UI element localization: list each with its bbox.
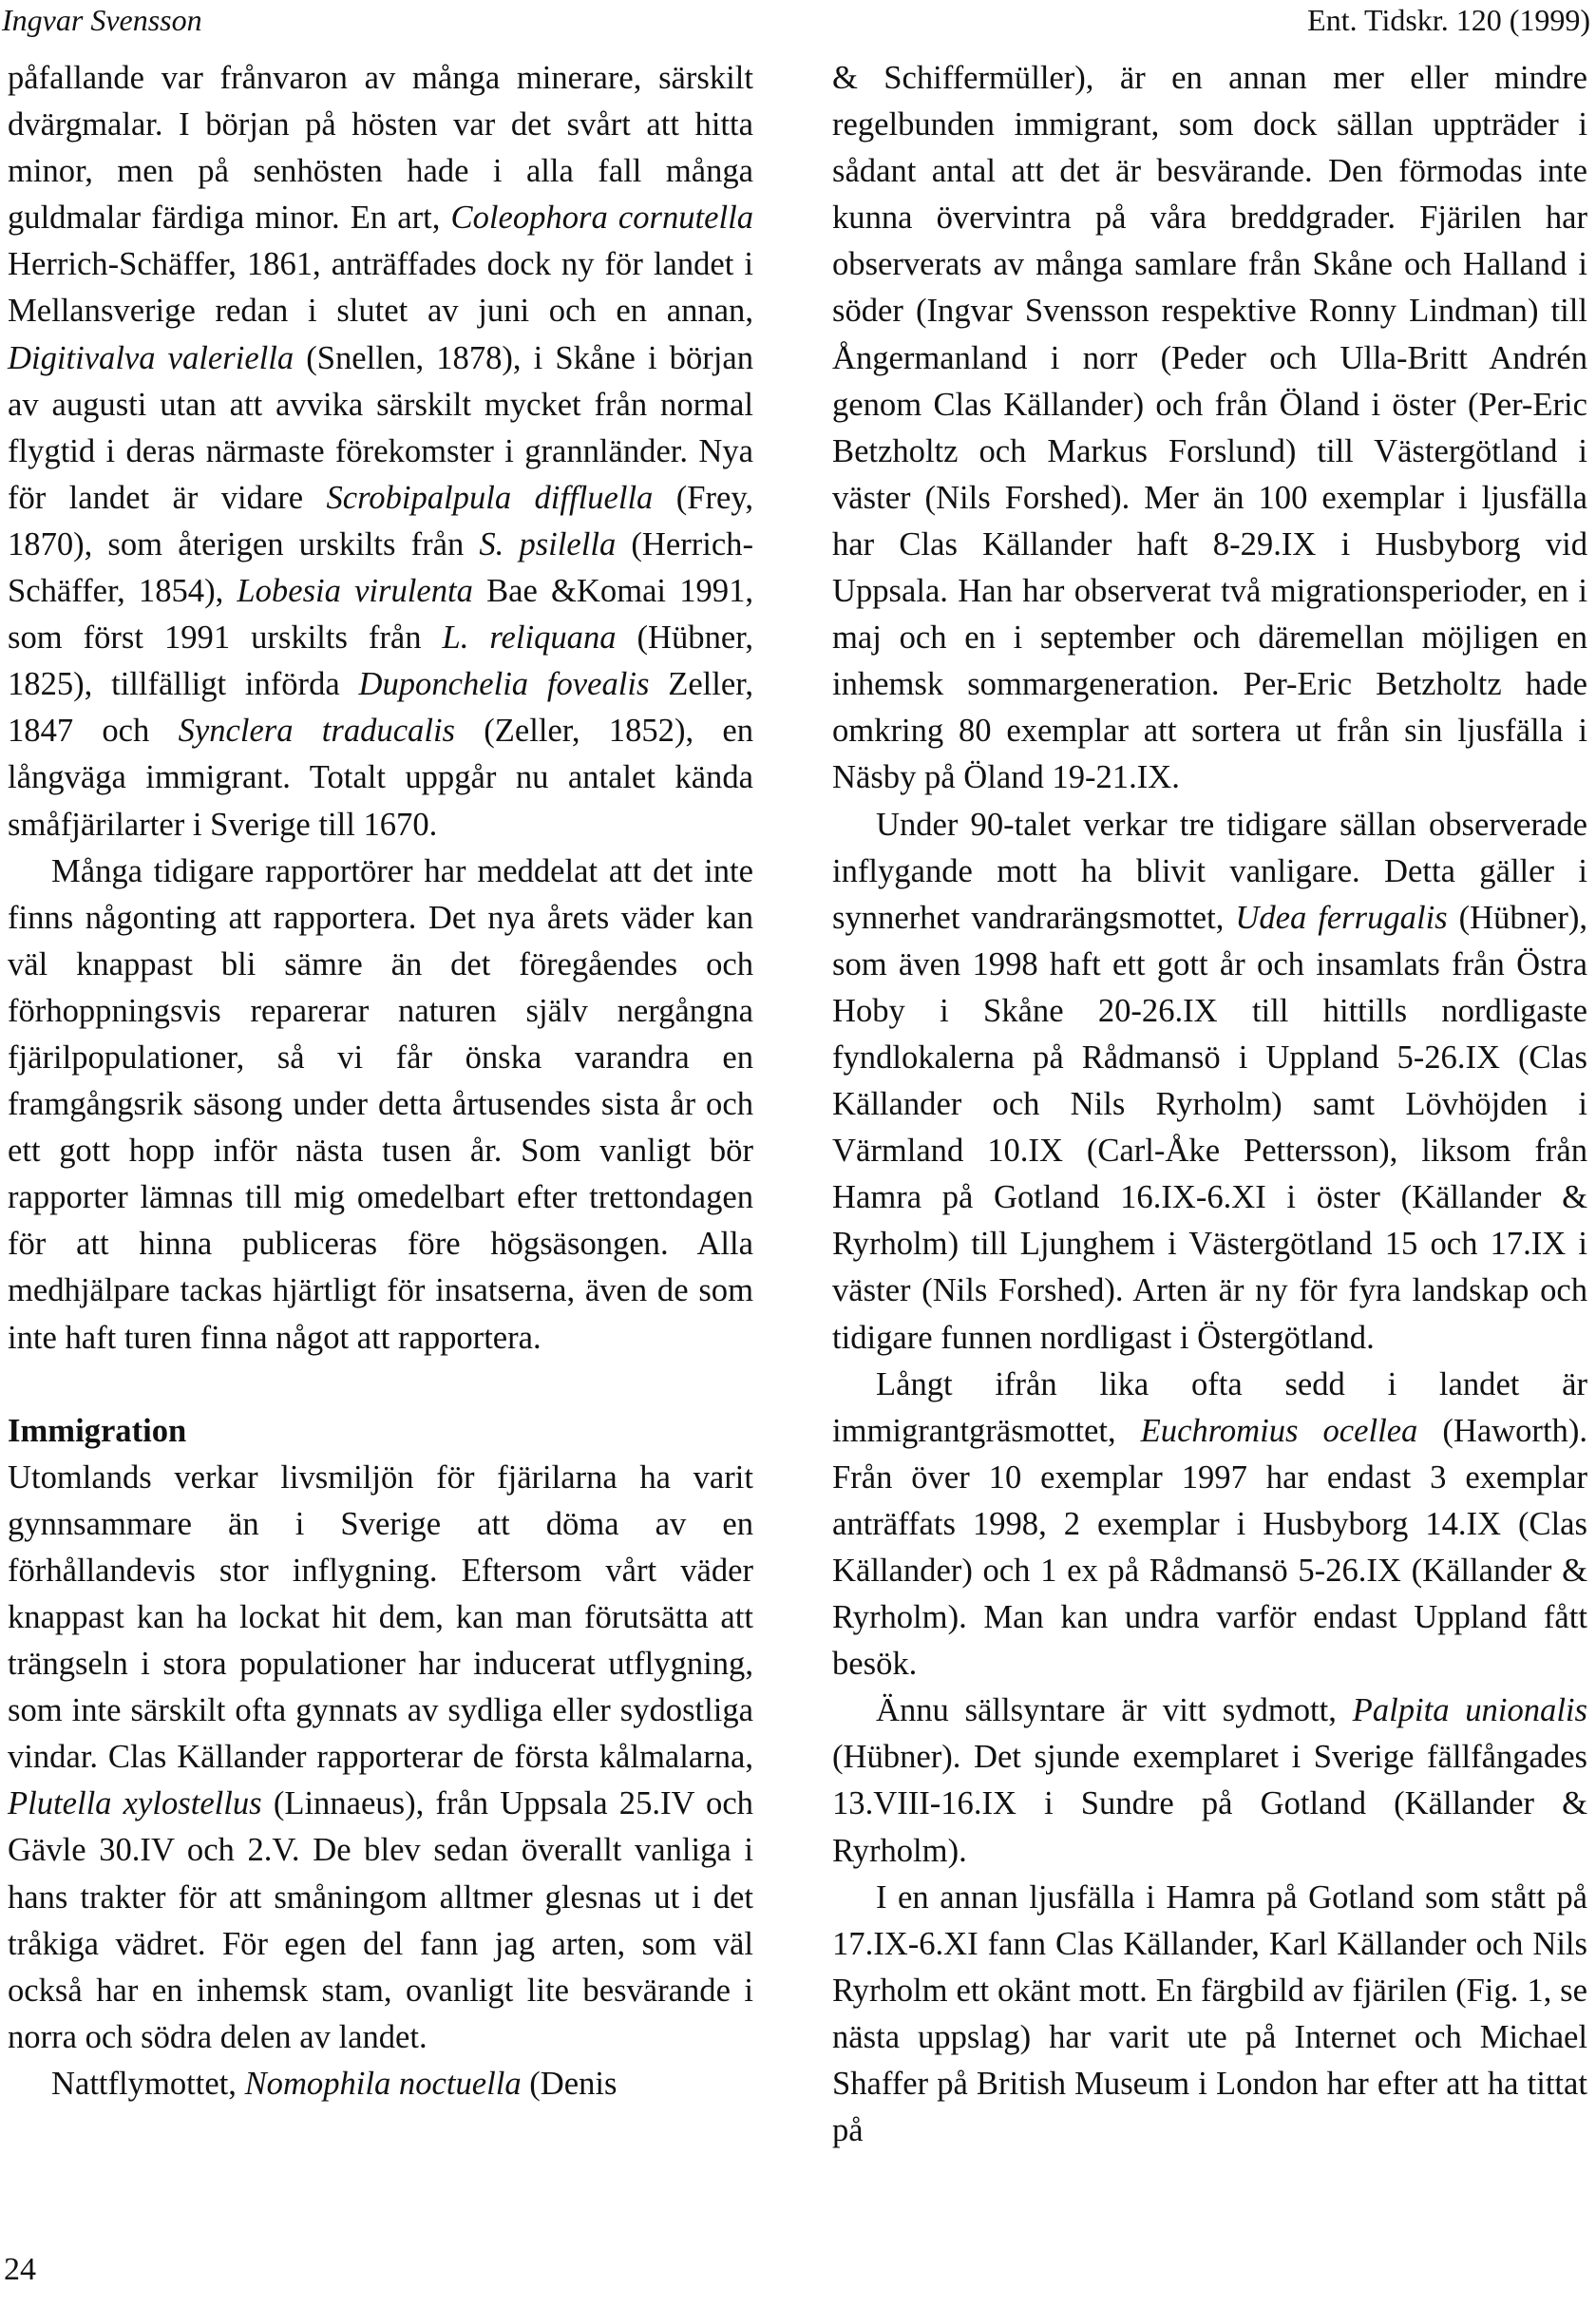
header-author: Ingvar Svensson bbox=[2, 3, 202, 37]
paragraph: Ännu sällsyntare är vitt sydmott, Palpita unionalis (Hübner). Det sjunde exemplaret i Sverige fällfångades 13.VIII-16.IX i Sundre på Gotland (Källander & Ryrholm). bbox=[832, 1692, 1587, 1869]
paragraph: & Schiffermüller), är en annan mer eller mindre regelbunden immigrant, som dock sällan uppträder i sådant antal att det är besvärande. Den förmodas inte kunna övervintra på våra breddgrader. Fjärilen har observerats av många samlare från Skåne och Halland i söder (Ingvar Svensson respektive Ronny Lindman) till Ångermanland i norr (Peder och Ulla-Britt Andrén genom Clas Källander) och från Öland i öster (Per-Eric Betzholtz och Markus Forslund) till Västergötland i väster (Nils Forshed). Mer än 100 exemplar i ljusfälla har Clas Källander haft 8-29.IX i Husbyborg vid Uppsala. Han har observerat två migrationsperioder, en i maj och en i september och däremellan möjligen en inhemsk sommargeneration. Per-Eric Betzholtz hade omkring 80 exemplar att sortera ut från sin ljusfälla i Näsby på Öland 19-21.IX. bbox=[832, 60, 1587, 796]
paragraph: Under 90-talet verkar tre tidigare sällan observerade inflygande mott ha blivit vanligare. Detta gäller i synnerhet vandrarängsmottet, Udea ferrugalis (Hübner), som även 1998 haft ett gott år och insamlats från Östra Hoby i Skåne 20-26.IX till hittills nordligaste fyndlokalerna på Rådmansö i Uppland 5-26.IX (Clas Källander och Nils Ryrholm) samt Lövhöjden i Värmland 10.IX (Carl-Åke Pettersson), liksom från Hamra på Gotland 16.IX-6.XI i öster (Källander & Ryrholm) till Ljunghem i Västergötland 15 och 17.IX i väster (Nils Forshed). Arten är ny för fyra landskap och tidigare funnen nordligast i Östergötland. bbox=[832, 806, 1587, 1356]
header-journal: Ent. Tidskr. 120 (1999) bbox=[1307, 3, 1590, 37]
right-column bbox=[832, 55, 1587, 2154]
paragraph: Långt ifrån lika ofta sedd i landet är immigrantgräsmottet, Euchromius ocellea (Haworth). Från över 10 exemplar 1997 har endast 3 exemplar anträffats 1998, 2 exemplar i Husbyborg 14.IX (Clas Källander) och 1 ex på Rådmansö 5-26.IX (Källander & Ryrholm). Man kan undra varför endast Uppland fått besök. bbox=[832, 1365, 1588, 1683]
paragraph: Nattflymottet, Nomophila noctuella (Denis bbox=[51, 2065, 618, 2102]
left-column bbox=[8, 55, 753, 2107]
page-number: 24 bbox=[4, 2252, 36, 2287]
paragraph: Utomlands verkar livsmiljön för fjärilarna ha varit gynnsammare än i Sverige att döma av en förhållandevis stor inflygning. Eftersom vårt väder knappast kan ha lockat hit dem, kan man förutsätta att trängseln i stora populationer har inducerat utflygning, som inte särskilt ofta gynnats av sydliga eller sydostliga vindar. Clas Källander rapporterar de första kålmalarna, Plutella xylostellus (Linnaeus), från Uppsala 25.IV och Gävle 30.IV och 2.V. De blev sedan överallt vanliga i hans trakter för att småningom alltmer glesnas ut i det tråkiga vädret. För egen del fann jag arten, som väl också har en inhemsk stam, ovanligt lite besvärande i norra och södra delen av landet. bbox=[8, 1459, 753, 2055]
running-header bbox=[0, 0, 1596, 44]
paragraph: påfallande var frånvaron av många minerare, särskilt dvärgmalar. I början på hösten var det svårt att hitta minor, men på senhösten hade i alla fall många guldmalar färdiga minor. En art, Coleophora cornutella Herrich-Schäffer, 1861, anträffades dock ny för landet i Mellansverige redan i slutet av juni och en annan, Digitivalva valeriella (Snellen, 1878), i Skåne i början av augusti utan att avvika särskilt mycket från normal flygtid i deras närmaste förekomster i grannländer. Nya för landet är vidare Scrobipalpula diffluella (Frey, 1870), som återigen urskilts från S. psilella (Herrich-Schäffer, 1854), Lobesia virulenta Bae &Komai 1991, som först 1991 urskilts från L. reliquana (Hübner, 1825), tillfälligt införda Duponchelia fovealis Zeller, 1847 och Synclera traducalis (Zeller, 1852), en långväga immigrant. Totalt uppgår nu antalet kända småfjärilarter i Sverige till 1670. bbox=[8, 60, 754, 843]
paragraph: I en annan ljusfälla i Hamra på Gotland som stått på 17.IX-6.XI fann Clas Källander, Karl Källander och Nils Ryrholm ett okänt mott. En färgbild av fjärilen (Fig. 1, se nästa uppslag) har varit ute på Internet och Michael Shaffer på British Museum i London har efter att ha tittat på bbox=[832, 1878, 1587, 2149]
section-heading: Immigration bbox=[8, 1412, 187, 1449]
paragraph: Många tidigare rapportörer har meddelat att det inte finns någonting att rapportera. Det nya årets väder kan väl knappast bli sämre än det föregåendes och förhoppningsvis reparerar naturen själv nergångna fjärilpopulationer, så vi får önska varandra en framgångsrik säsong under detta årtusendes sista år och ett gott hopp inför nästa tusen år. Som vanligt bör rapporter lämnas till mig omedelbart efter trettondagen för att hinna publiceras före högsäsongen. Alla medhjälpare tackas hjärtligt för insatserna, även de som inte haft turen finna något att rapportera. bbox=[8, 852, 753, 1356]
